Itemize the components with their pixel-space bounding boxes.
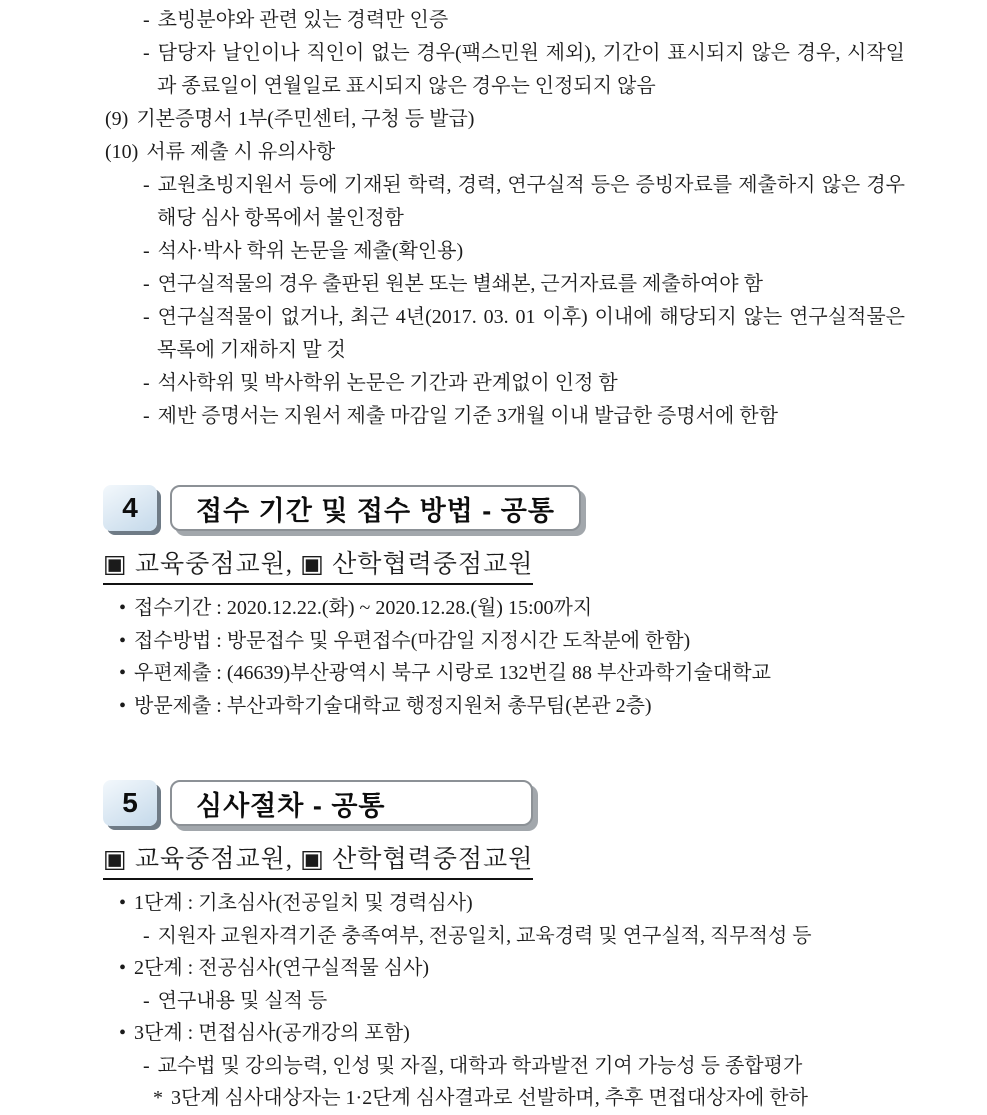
section-number-badge: 5: [103, 780, 157, 826]
list-item: [143, 235, 905, 268]
list-item-text: 초빙분야와 관련 있는 경력만 인증: [157, 9, 449, 31]
list-item-text: 연구실적물의 경우 출판된 원본 또는 별쇄본, 근거자료를 제출하여야 함: [157, 273, 763, 295]
list-item-text: 교원초빙지원서 등에 기재된 학력, 경력, 연구실적 등은 증빙자료를 제출하지 않은 경우 해당 심사 항목에서 불인정함: [157, 174, 905, 229]
list-item-text: 2단계 : 전공심사(연구실적물 심사): [134, 957, 430, 979]
list-marker: -: [143, 405, 150, 427]
list-item: [119, 690, 905, 723]
list-marker: -: [143, 989, 150, 1012]
list-marker: -: [143, 1054, 150, 1077]
list-item: [119, 1017, 905, 1050]
section-subheading: ▣ 교육중점교원, ▣ 산학협력중점교원: [103, 839, 533, 880]
list-marker: (10): [105, 141, 139, 163]
list-item-text: 접수기간 : 2020.12.22.(화) ~ 2020.12.28.(월) 15:00까지: [134, 597, 593, 619]
section-reception: [103, 485, 905, 722]
list-item-text: 기본증명서 1부(주민센터, 구청 등 발급): [136, 108, 475, 130]
list-marker: •: [119, 629, 127, 652]
list-item: [143, 169, 905, 235]
list-item: [143, 985, 905, 1018]
list-item-text: 3단계 : 면접심사(공개강의 포함): [134, 1022, 410, 1044]
list-item: [105, 103, 905, 136]
list-marker: -: [143, 174, 150, 196]
list-marker: -: [143, 9, 150, 31]
list-item: [143, 268, 905, 301]
list-item: [105, 136, 905, 169]
list-marker: •: [119, 662, 127, 684]
list-marker: -: [143, 240, 150, 262]
list-item-text: 1단계 : 기초심사(전공일치 및 경력심사): [134, 892, 473, 914]
list-item-text: 방문제출 : 부산과학기술대학교 행정지원처 총무팀(본관 2층): [134, 694, 652, 717]
list-item-text: 석사·박사 학위 논문을 제출(확인용): [157, 240, 464, 262]
list-marker: •: [119, 597, 127, 619]
list-item: [153, 1082, 905, 1115]
list-item-text: 서류 제출 시 유의사항: [146, 141, 336, 163]
section-screening: [103, 780, 905, 1115]
section-header: [103, 780, 905, 826]
list-marker: •: [119, 892, 127, 914]
list-marker: -: [143, 924, 150, 947]
list-item: [143, 37, 905, 103]
list-item-text: 연구실적물이 없거나, 최근 4년(2017. 03. 01 이후) 이내에 해당되지 않는 연구실적물은 목록에 기재하지 말 것: [157, 306, 905, 361]
section-subheading: ▣ 교육중점교원, ▣ 산학협력중점교원: [103, 544, 533, 585]
list-item: [119, 887, 905, 920]
list-item-text: 제반 증명서는 지원서 제출 마감일 기준 3개월 이내 발급한 증명서에 한함: [157, 405, 778, 427]
list-item-text: 3단계 심사대상자는 1·2단계 심사결과로 선발하며, 추후 면접대상자에 한하: [171, 1087, 808, 1109]
list-item: [119, 657, 905, 690]
list-item-text: 교수법 및 강의능력, 인성 및 자질, 대학과 학과발전 기여 가능성 등 종합평가: [157, 1054, 803, 1077]
list-item: [119, 592, 905, 625]
list-marker: (9): [105, 108, 129, 130]
list-item: [143, 4, 905, 37]
list-marker: •: [119, 694, 127, 717]
list-item-text: 우편제출 : (46639)부산광역시 북구 시랑로 132번길 88 부산과학기술대학교: [134, 662, 771, 684]
section-title: 심사절차 - 공통: [170, 780, 533, 826]
list-item-text: 접수방법 : 방문접수 및 우편접수(마감일 지정시간 도착분에 한함): [134, 629, 691, 652]
list-marker: •: [119, 1022, 127, 1044]
list-marker: -: [143, 273, 150, 295]
list-item: [143, 301, 905, 367]
section-header: [103, 485, 905, 531]
list-item: [143, 1050, 905, 1083]
list-marker: •: [119, 957, 127, 979]
list-item-text: 연구내용 및 실적 등: [157, 989, 328, 1012]
section-number-badge: 4: [103, 485, 157, 531]
list-item-text: 담당자 날인이나 직인이 없는 경우(팩스민원 제외), 기간이 표시되지 않은 경우, 시작일과 종료일이 연월일로 표시되지 않은 경우는 인정되지 않음: [157, 42, 905, 97]
list-item: [119, 625, 905, 658]
submission-notes-list: [103, 4, 905, 433]
reception-info-list: [103, 592, 905, 722]
list-item-text: 지원자 교원자격기준 충족여부, 전공일치, 교육경력 및 연구실적, 직무적성 등: [157, 924, 812, 947]
list-item: [143, 400, 905, 433]
list-marker: -: [143, 306, 150, 328]
list-item: [143, 367, 905, 400]
list-item-text: 석사학위 및 박사학위 논문은 기간과 관계없이 인정 함: [157, 372, 618, 394]
list-marker: *: [153, 1087, 163, 1109]
list-item: [143, 920, 905, 953]
list-marker: -: [143, 372, 150, 394]
list-item: [119, 952, 905, 985]
screening-steps-list: [103, 887, 905, 1115]
list-marker: -: [143, 42, 150, 64]
section-title: 접수 기간 및 접수 방법 - 공통: [170, 485, 581, 531]
